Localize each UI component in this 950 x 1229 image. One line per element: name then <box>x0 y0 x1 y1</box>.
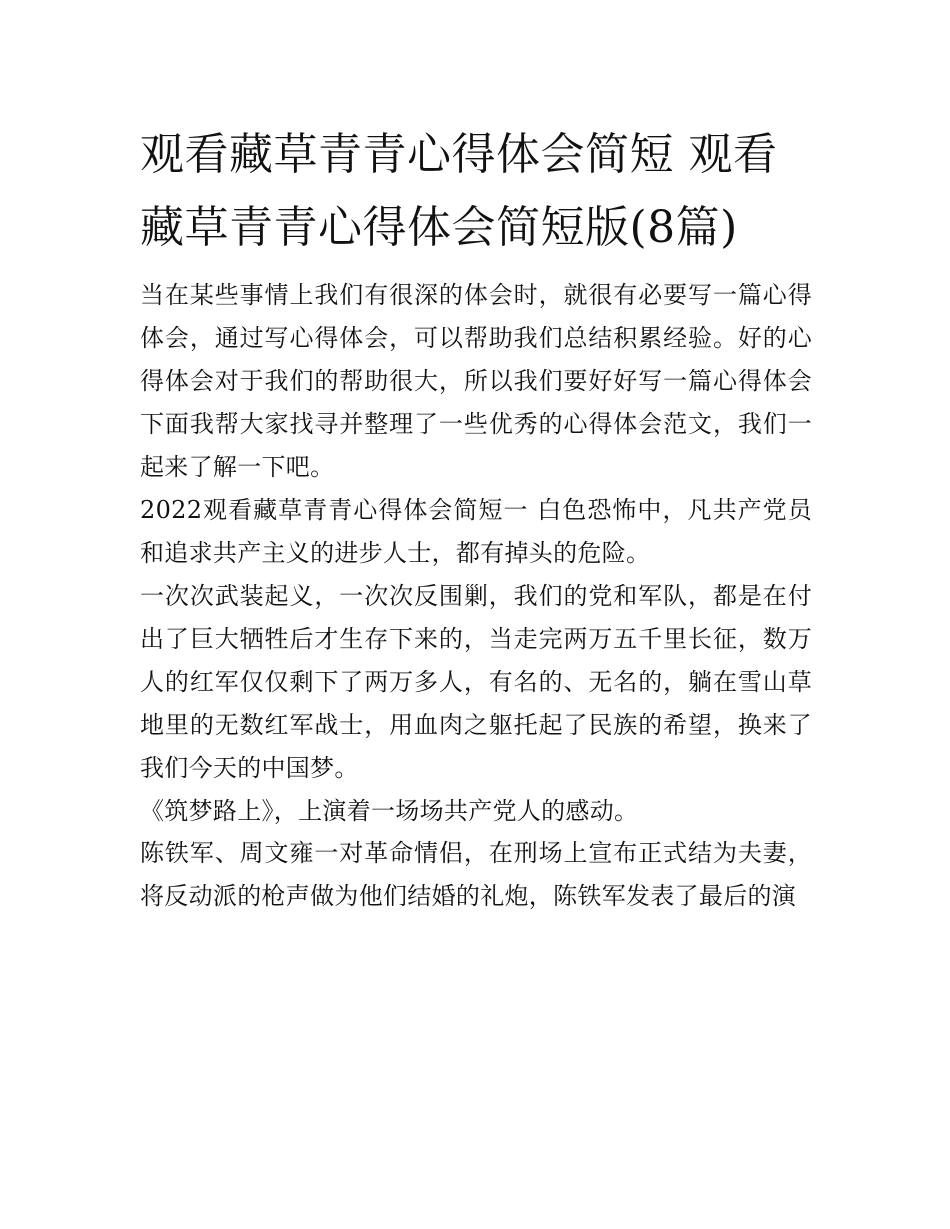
paragraph-revolutionary-couple: 陈铁军、周文雍一对革命情侣，在刑场上宣布正式结为夫妻，将反动派的枪声做为他们结婚的礼炮，陈铁军发表了最后的演 <box>140 839 812 911</box>
paragraph-dream-road: 《筑梦路上》，上演着一场场共产党人的感动。 <box>140 796 639 825</box>
paragraph-intro: 当在某些事情上我们有很深的体会时，就很有必要写一篇心得体会，通过写心得体会，可以帮助我们总结积累经验。好的心得体会对于我们的帮助很大，所以我们要好好写一篇心得体会下面我帮大家找寻并整理了一些优秀的心得体会范文，我们一起来了解一下吧。 <box>140 281 812 481</box>
document-body <box>140 274 812 918</box>
paragraph-armed-uprisings: 一次次武装起义，一次次反围剿，我们的党和军队，都是在付出了巨大牺牲后才生存下来的，当走完两万五千里长征，数万人的红军仅仅剩下了两万多人，有名的、无名的，躺在雪山草地里的无数红军战士，用血肉之躯托起了民族的希望，换来了我们今天的中国梦。 <box>140 581 812 782</box>
paragraph-section-one: 2022观看藏草青青心得体会简短一 白色恐怖中，凡共产党员和追求共产主义的进步人士，都有掉头的危险。 <box>140 495 812 567</box>
document-page <box>140 118 812 918</box>
document-title: 观看藏草青青心得体会简短 观看藏草青青心得体会简短版(8篇) <box>140 129 778 254</box>
